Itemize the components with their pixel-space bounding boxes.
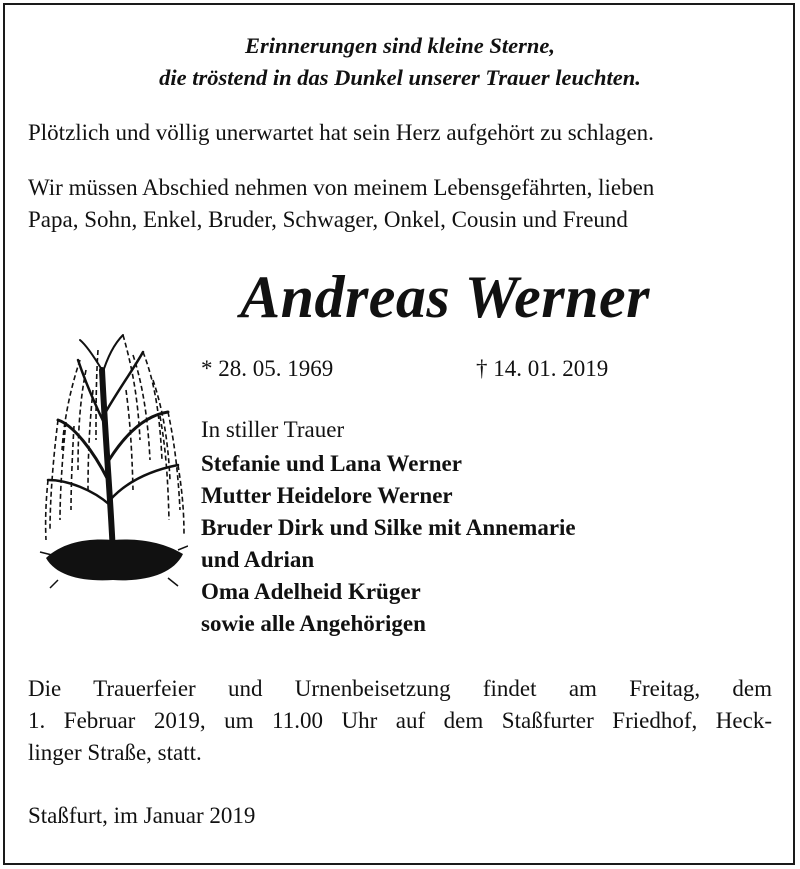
ceremony-line-3: linger Straße, statt. <box>28 740 202 765</box>
deceased-name: Andreas Werner <box>240 264 650 330</box>
quote-line-2: die tröstend in das Dunkel unserer Trauer leuchten. <box>159 65 641 90</box>
mourner-line: sowie alle Angehörigen <box>201 611 426 636</box>
mourner-line: Oma Adelheid Krüger <box>201 579 421 604</box>
death-date: † 14. 01. 2019 <box>476 356 609 381</box>
birth-date: * 28. 05. 1969 <box>201 356 334 381</box>
mourner-line: Bruder Dirk und Silke mit Annemarie <box>201 515 576 540</box>
farewell-line-1: Wir müssen Abschied nehmen von meinem Lebensgefährten, lieben <box>28 175 655 200</box>
mourners-heading: In stiller Trauer <box>201 417 345 442</box>
mourner-line: Stefanie und Lana Werner <box>201 451 462 476</box>
ceremony-line-2: 1. Februar 2019, um 11.00 Uhr auf dem Staßfurter Friedhof, Heck- <box>28 708 772 733</box>
quote-line-1: Erinnerungen sind kleine Sterne, <box>244 33 556 58</box>
ceremony-line-1: Die Trauerfeier und Urnenbeisetzung findet am Freitag, dem <box>28 676 772 701</box>
farewell-line-2: Papa, Sohn, Enkel, Bruder, Schwager, Onkel, Cousin und Freund <box>28 207 628 232</box>
mourner-line: Mutter Heidelore Werner <box>201 483 453 508</box>
weeping-willow-icon <box>38 330 188 600</box>
place-date: Staßfurt, im Januar 2019 <box>28 803 256 828</box>
intro-sentence: Plötzlich und völlig unerwartet hat sein Herz aufgehört zu schlagen. <box>28 120 654 145</box>
mourner-line: und Adrian <box>201 547 315 572</box>
